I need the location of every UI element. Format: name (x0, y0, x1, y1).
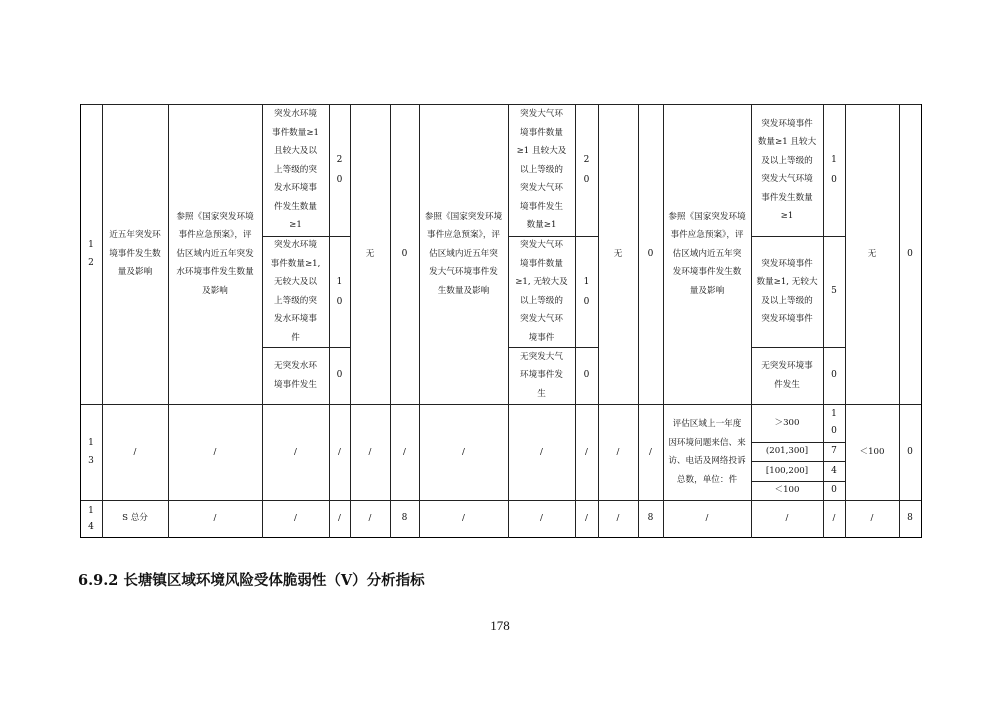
slash-cell: / (338, 513, 341, 524)
slash-cell: / (462, 513, 465, 524)
section-heading: 6.9.2 长塘镇区域环境风险受体脆弱性（V）分析指标 (78, 572, 425, 589)
air-value: 无 (613, 248, 623, 259)
slash-cell: / (832, 513, 836, 524)
slash-cell: / (213, 513, 217, 524)
slash-cell: / (785, 513, 789, 524)
water-criterion-3: 无突发水环 境事件发生 (274, 361, 317, 390)
slash-cell: / (338, 446, 341, 457)
risk-assessment-table (80, 104, 922, 538)
complaint-score-1: 1 0 (831, 409, 837, 436)
row-number: 1 3 (88, 438, 94, 466)
complaint-score-3: 4 (831, 465, 837, 476)
air-criterion-2: 突发大气环 境事件数量 ≥1, 无较大及 以上等级的 突发大气环 境事件 (515, 240, 568, 343)
slash-cell: / (213, 446, 217, 457)
env-score: 0 (907, 248, 913, 259)
page-number: 178 (490, 618, 510, 633)
complaint-criterion-1: ＞300 (774, 417, 800, 428)
slash-cell: / (133, 446, 137, 457)
air-criterion-3: 无突发大气 环境事件发 生 (520, 351, 563, 399)
water-method: 参照《国家突发环境 事件应急预案》，评 估区域内近五年突发 水环境事件发生数量 及影响 (176, 211, 254, 296)
env-score-3: 0 (831, 370, 837, 381)
slash-cell: / (870, 513, 874, 524)
indicator-name: 近五年突发环 境事件发生数 量及影响 (109, 230, 161, 278)
env-criterion-3: 无突发环境事 件发生 (761, 361, 813, 390)
total-score-label: S 总分 (122, 513, 148, 524)
complaint-criterion-2: (201,300] (765, 446, 809, 457)
slash-cell: / (705, 513, 709, 524)
slash-cell: / (294, 513, 297, 524)
water-score-3: 0 (336, 370, 343, 381)
slash-cell: / (462, 446, 465, 457)
complaint-score: 0 (907, 446, 913, 457)
total-score-air: 8 (647, 513, 654, 524)
air-score-2: 1 0 (583, 276, 590, 307)
total-score-env: 8 (907, 513, 913, 524)
slash-cell: / (616, 513, 620, 524)
air-score: 0 (647, 248, 654, 259)
slash-cell: / (540, 446, 543, 457)
env-score-2: 5 (831, 286, 837, 297)
air-criterion-1: 突发大气环 境事件数量 ≥1 且较大及 以上等级的 突发大气环 境事件发生 数量≥1 (516, 109, 567, 231)
complaint-score-2: 7 (831, 446, 837, 457)
water-criterion-2: 突发水环境 事件数量≥1, 无较大及以 上等级的突 发水环境事 件 (270, 240, 321, 343)
complaint-criterion-4: ＜100 (774, 485, 800, 496)
air-score-3: 0 (583, 370, 590, 381)
total-score-water: 8 (401, 513, 408, 524)
water-value: 无 (365, 248, 375, 259)
env-criterion-1: 突发环境事件 数量≥1 且较大 及以上等级的 突发大气环境 事件发生数量 ≥1 (757, 118, 817, 221)
slash-cell: / (616, 446, 620, 457)
row-number: 1 4 (88, 505, 94, 532)
complaint-value: ＜100 (859, 446, 885, 457)
air-score-1: 2 0 (583, 155, 590, 185)
env-method: 参照《国家突发环境 事件应急预案》，评 估区域内近五年突 发环境事件发生数 量及影响 (668, 211, 746, 296)
complaint-method: 评估区域上一年度 因环境问题来信、来 访、电话及网络投诉 总数，单位：件 (668, 419, 746, 485)
water-score-1: 2 0 (336, 155, 343, 185)
water-score-2: 1 0 (336, 276, 343, 307)
env-score-1: 1 0 (831, 155, 837, 185)
env-value: 无 (867, 248, 877, 259)
slash-cell: / (540, 513, 543, 524)
env-criterion-2: 突发环境事件 数量≥1, 无较大 及以上等级的 突发环境事件 (756, 258, 818, 324)
water-score: 0 (401, 248, 408, 259)
row-number: 1 2 (88, 240, 94, 268)
slash-cell: / (403, 446, 406, 457)
slash-cell: / (585, 446, 588, 457)
air-method: 参照《国家突发环境 事件应急预案》，评 估区域内近五年突 发大气环境事件发 生数量及影响 (424, 211, 503, 296)
slash-cell: / (585, 513, 588, 524)
complaint-criterion-3: [100,200] (765, 465, 809, 476)
slash-cell: / (368, 513, 372, 524)
slash-cell: / (368, 446, 372, 457)
water-criterion-1: 突发水环境 事件数量≥1 且较大及以 上等级的突 发水环境事 件发生数量 ≥1 (271, 109, 320, 231)
complaint-score-4: 0 (831, 485, 837, 496)
slash-cell: / (649, 446, 652, 457)
slash-cell: / (294, 446, 297, 457)
